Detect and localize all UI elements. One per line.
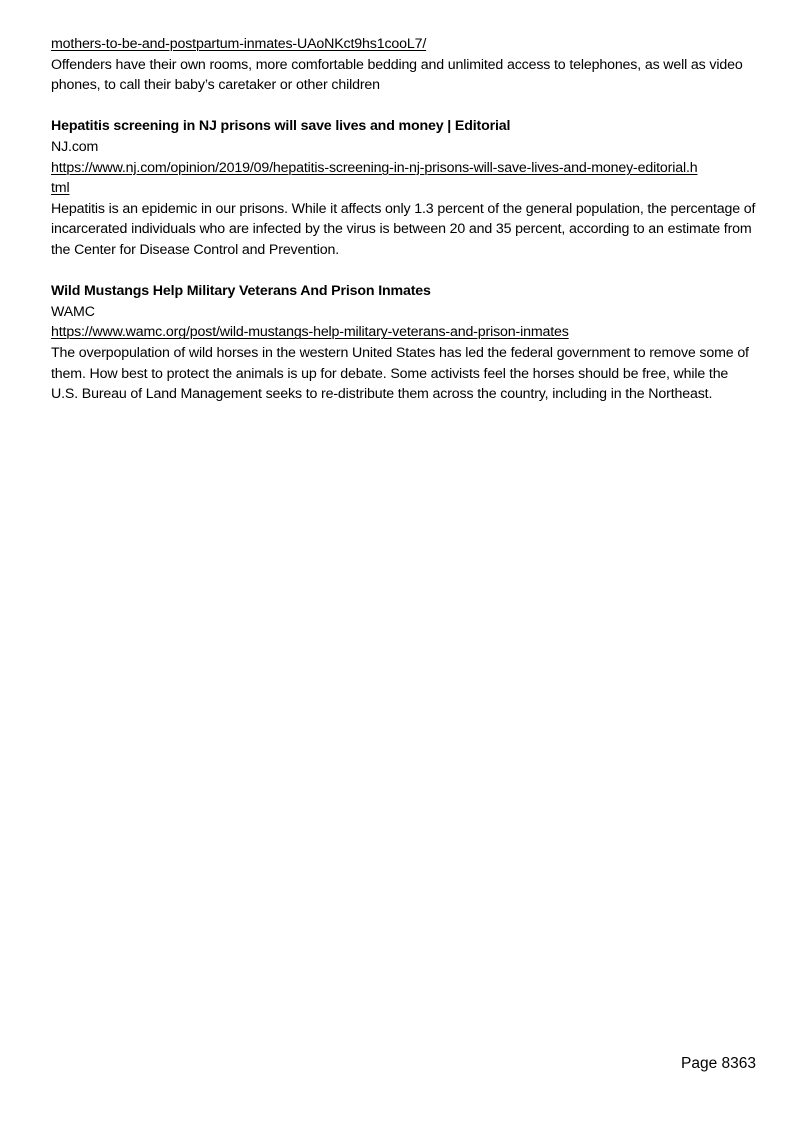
article-link[interactable]: https://www.nj.com/opinion/2019/09/hepatitis-screening-in-nj-prisons-will-save-lives-and-money-editorial.html [51, 159, 698, 197]
document-body [51, 34, 756, 405]
article-summary: The overpopulation of wild horses in the western United States has led the federal government to remove some of them. How best to protect the animals is up for debate. Some activists feel the horses should be free, while the U.S. Bureau of Land Management seeks to re-distribute them across the country, including in the Northeast. [51, 344, 749, 403]
article-link[interactable]: https://www.wamc.org/post/wild-mustangs-help-military-veterans-and-prison-inmates [51, 324, 569, 341]
article-link[interactable]: mothers-to-be-and-postpartum-inmates-UAoNKct9hs1cooL7/ [51, 36, 427, 52]
article-title: Wild Mustangs Help Military Veterans And Prison Inmates [51, 283, 431, 300]
article-source: NJ.com [51, 138, 99, 155]
article-hepatitis [51, 116, 756, 260]
article-summary: Hepatitis is an epidemic in our prisons. While it affects only 1.3 percent of the general population, the percentage of incarcerated individuals who are infected by the virus is between 20 and 35 percent, according to an estimate from the Center for Disease Control and Prevention. [51, 200, 756, 258]
article-mustangs [51, 281, 756, 405]
article-source: WAMC [51, 303, 95, 320]
page-number: Page 8363 [681, 1055, 756, 1072]
article-title: Hepatitis screening in NJ prisons will save lives and money | Editorial [51, 118, 511, 135]
continued-article [51, 34, 756, 96]
article-summary: Offenders have their own rooms, more comfortable bedding and unlimited access to telephones, as well as video phones, to call their baby’s caretaker or other children [51, 56, 743, 94]
